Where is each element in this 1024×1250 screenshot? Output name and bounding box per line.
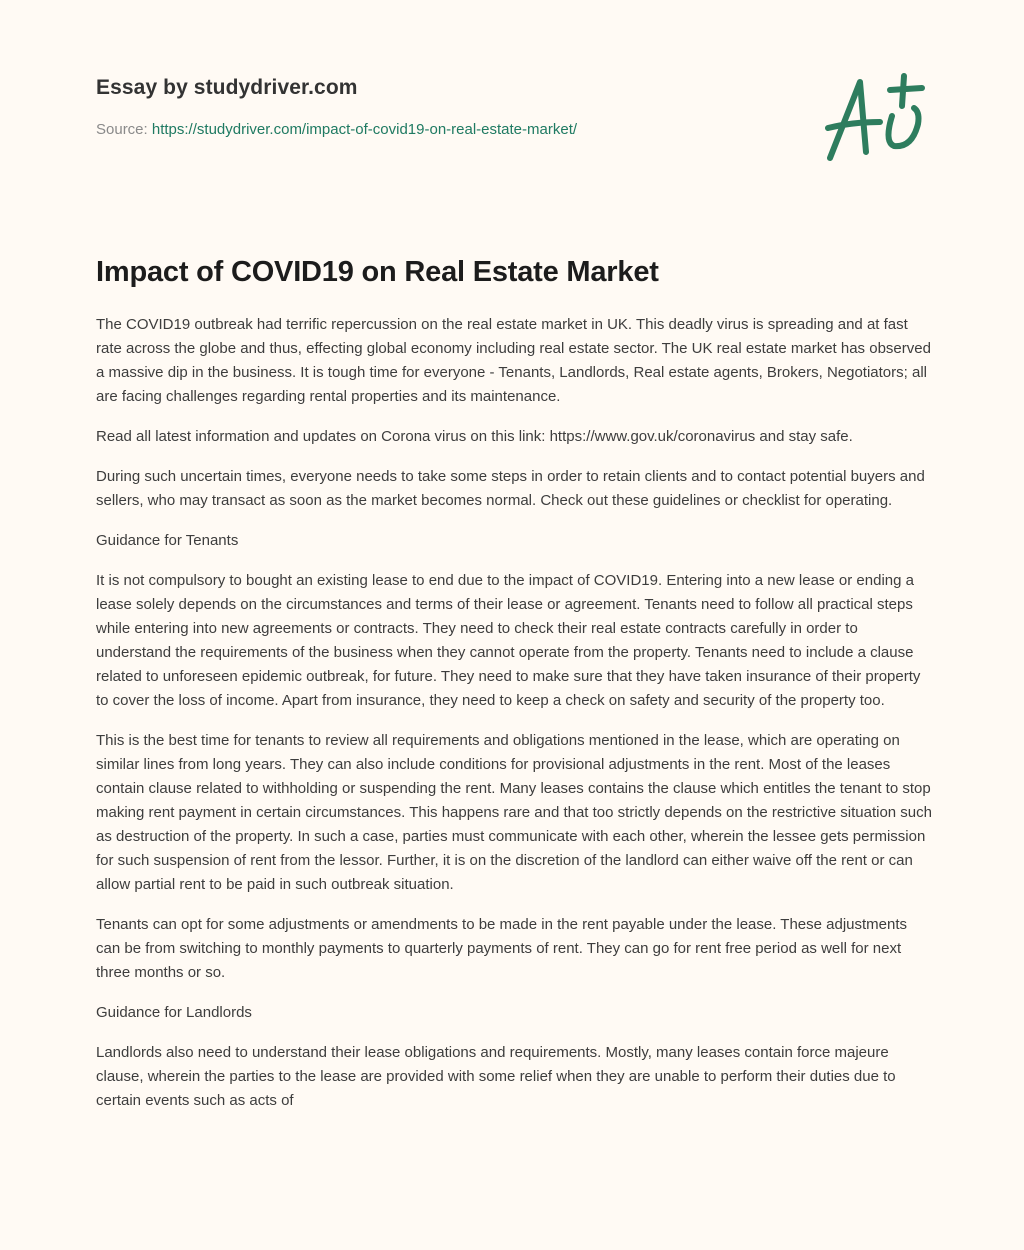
section-heading-landlords: Guidance for Landlords bbox=[96, 1004, 252, 1021]
source-line bbox=[96, 121, 577, 138]
paragraph: During such uncertain times, everyone needs to take some steps in order to retain clients and to contact potential buyers and sellers, who may transact as soon as the market becomes normal. Check out these guidelines or checklist for operating. bbox=[96, 468, 925, 509]
essay-header bbox=[96, 76, 577, 138]
paragraph: This is the best time for tenants to review all requirements and obligations mentioned in the lease, which are operating on similar lines from long years. They can also include conditions for provisional adjustments in the rent. Most of the leases contain clause related to withholding or suspending the rent. Many leases contains the clause which entitles the tenant to stop making rent payment in certain circumstances. This happens rare and that too strictly depends on the restrictive situation such as destruction of the property. In such a case, parties must communicate with each other, wherein the lessee gets permission for such suspension of rent from the lessor. Further, it is on the discretion of the landlord can either waive off the rent or can allow partial rent to be paid in such outbreak situation. bbox=[96, 732, 932, 893]
a-plus-grade-icon bbox=[822, 68, 928, 164]
paragraph: Read all latest information and updates on Corona virus on this link: https://www.gov.uk/coronavirus and stay safe. bbox=[96, 428, 853, 445]
paragraph: The COVID19 outbreak had terrific repercussion on the real estate market in UK. This deadly virus is spreading and at fast rate across the globe and thus, effecting global economy including real estate sector. The UK real estate market has observed a massive dip in the business. It is tough time for everyone - Tenants, Landlords, Real estate agents, Brokers, Negotiators; all are facing challenges regarding rental properties and its maintenance. bbox=[96, 316, 931, 405]
site-title: Essay by studydriver.com bbox=[96, 76, 358, 99]
source-label: Source: bbox=[96, 121, 148, 138]
paragraph: Tenants can opt for some adjustments or amendments to be made in the rent payable under the lease. These adjustments can be from switching to monthly payments to quarterly payments of rent. They can go for rent free period as well for next three months or so. bbox=[96, 916, 908, 981]
source-link[interactable]: https://studydriver.com/impact-of-covid19-on-real-estate-market/ bbox=[151, 121, 578, 138]
paragraph: Landlords also need to understand their lease obligations and requirements. Mostly, many leases contain force majeure clause, wherein the parties to the lease are provided with some relief when they are unable to perform their duties due to certain events such as acts of bbox=[96, 1044, 896, 1109]
paragraph: It is not compulsory to bought an existing lease to end due to the impact of COVID19. Entering into a new lease or ending a lease solely depends on the circumstances and terms of their lease or agreement. Tenants need to follow all practical steps while entering into new agreements or contracts. They need to check their real estate contracts carefully in order to understand the requirements of the business when they cannot operate from the property. Tenants need to include a clause related to unforeseen epidemic outbreak, for future. They need to make sure that they have taken insurance of their property to cover the loss of income. Apart from insurance, they need to keep a check on safety and security of the property too. bbox=[96, 572, 921, 709]
page-title: Impact of COVID19 on Real Estate Market bbox=[96, 256, 659, 288]
article-body bbox=[96, 256, 932, 1129]
section-heading-tenants: Guidance for Tenants bbox=[96, 532, 239, 549]
